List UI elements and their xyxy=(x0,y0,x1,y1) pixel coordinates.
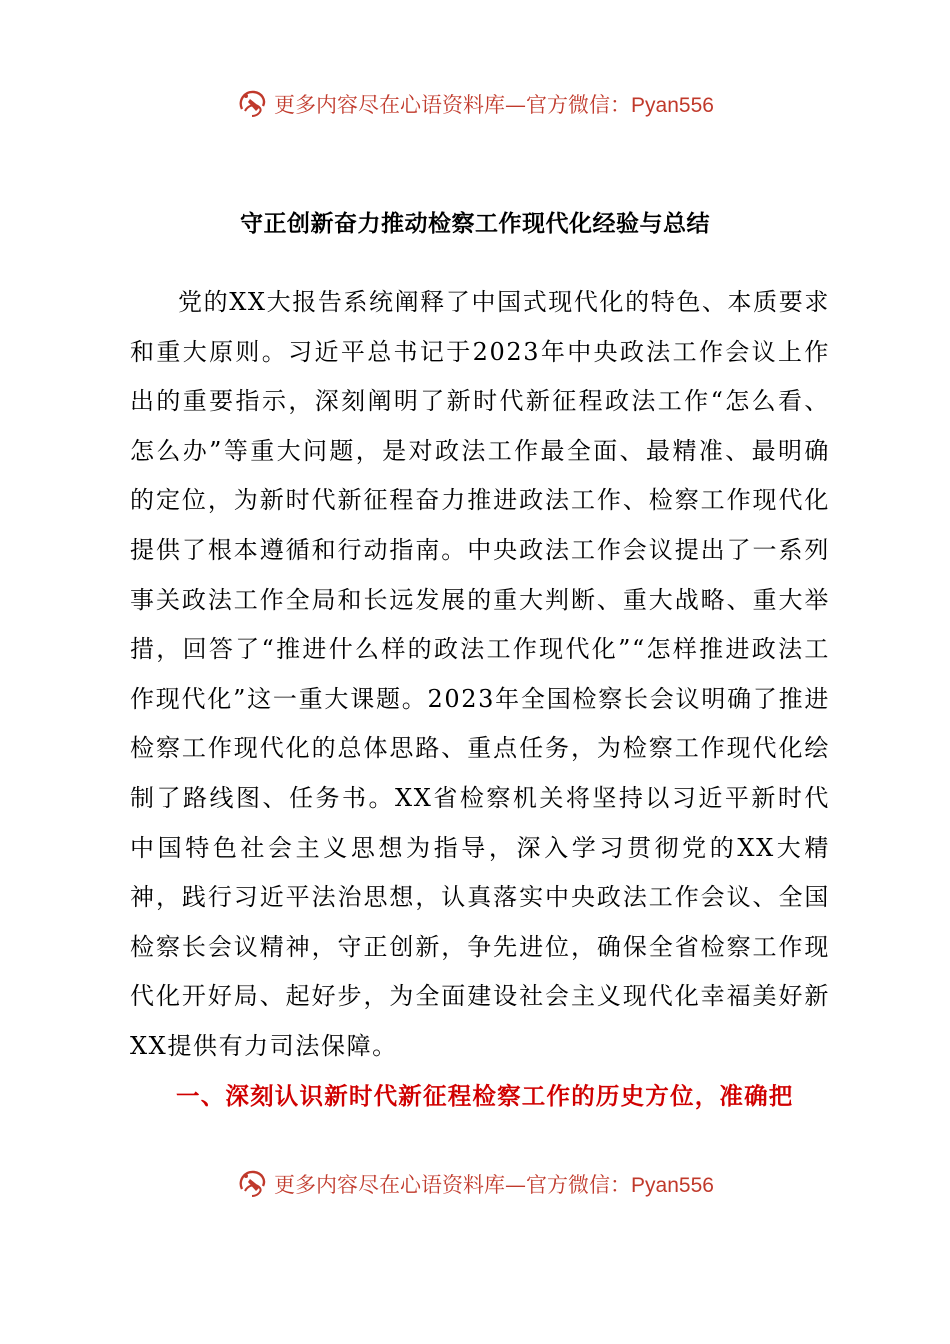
watermark-wechat-label: 官方微信： xyxy=(526,1173,632,1197)
watermark-site-text: 更多内容尽在心语资料库 xyxy=(274,93,506,117)
watermark-site-text: 更多内容尽在心语资料库 xyxy=(274,1173,506,1197)
watermark-separator: — xyxy=(505,1173,527,1197)
body-paragraph: 党的XX大报告系统阐释了中国式现代化的特色、本质要求和重大原则。习近平总书记于2023年中央政法工作会议上作出的重要指示，深刻阐明了新时代新征程政法工作“怎么看、怎么办”等重大问题，是对政法工作最全面、最精准、最明确的定位，为新时代新征程奋力推进政法工作、检察工作现代化提供了根本遵循和行动指南。中央政法工作会议提出了一系列事关政法工作全局和长远发展的重大判断、重大战略、重大举措，回答了“推进什么样的政法工作现代化”“怎样推进政法工作现代化”这一重大课题。2023年全国检察长会议明确了推进检察工作现代化的总体思路、重点任务，为检察工作现代化绘制了路线图、任务书。XX省检察机关将坚持以习近平新时代中国特色社会主义思想为指导，深入学习贯彻党的XX大精神，践行习近平法治思想，认真落实中央政法工作会议、全国检察长会议精神，守正创新，争先进位，确保全省检察工作现代化开好局、起好步，为全面建设社会主义现代化幸福美好新XX提供有力司法保障。 xyxy=(130,288,830,1060)
watermark-wechat-id: Pyan556 xyxy=(631,1174,714,1197)
watermark-wechat-id: Pyan556 xyxy=(631,94,714,117)
section-heading: 一、深刻认识新时代新征程检察工作的历史方位，准确把 xyxy=(176,1082,794,1110)
watermark-text xyxy=(274,1169,714,1199)
watermark-text xyxy=(274,89,714,119)
watermark-banner-bottom xyxy=(0,1164,950,1204)
pen-nib-swirl-icon xyxy=(236,87,270,121)
document-title: 守正创新奋力推动检察工作现代化经验与总结 xyxy=(240,211,710,237)
pen-nib-swirl-icon xyxy=(236,1167,270,1201)
document-body xyxy=(130,278,830,1072)
watermark-wechat-label: 官方微信： xyxy=(526,93,632,117)
watermark-banner-top xyxy=(0,84,950,124)
watermark-separator: — xyxy=(505,93,527,117)
